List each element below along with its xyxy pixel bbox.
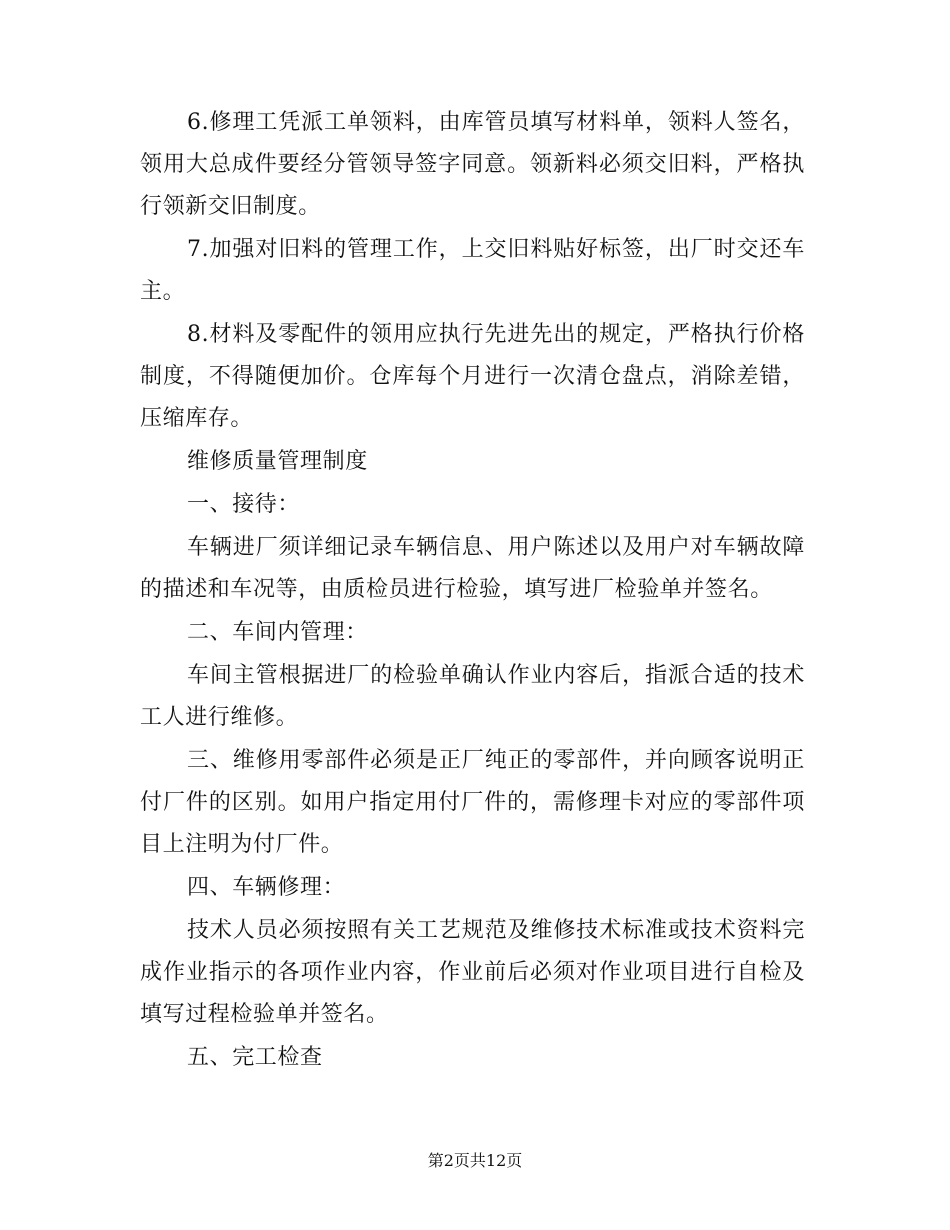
document-page: [140, 0, 805, 1230]
section-title: 维修质量管理制度: [187, 449, 368, 474]
section-heading-workshop: 二、车间内管理：: [187, 620, 368, 645]
paragraph-workshop: 车间主管根据进厂的检验单确认作业内容后，指派合适的技术工人进行维修。: [140, 663, 805, 730]
document-body: [140, 102, 805, 1080]
paragraph-parts: 三、维修用零部件必须是正厂纯正的零部件，并向顾客说明正付厂件的区别。如用户指定用付厂件的，需修理卡对应的零部件项目上注明为付厂件。: [140, 748, 805, 857]
paragraph-item-7: 7.加强对旧料的管理工作，上交旧料贴好标签，出厂时交还车主。: [140, 237, 805, 304]
section-heading-reception: 一、接待：: [187, 492, 301, 517]
section-heading-final-inspection: 五、完工检查: [187, 1045, 323, 1070]
paragraph-repair: 技术人员必须按照有关工艺规范及维修技术标准或技术资料完成作业指示的各项作业内容，作业前后必须对作业项目进行自检及填写过程检验单并签名。: [140, 918, 805, 1027]
paragraph-item-6: 6.修理工凭派工单领料，由库管员填写材料单，领料人签名，领用大总成件要经分管领导签字同意。领新料必须交旧料，严格执行领新交旧制度。: [140, 110, 805, 219]
section-heading-repair: 四、车辆修理：: [187, 875, 346, 900]
paragraph-reception: 车辆进厂须详细记录车辆信息、用户陈述以及用户对车辆故障的描述和车况等，由质检员进行检验，填写进厂检验单并签名。: [140, 535, 805, 602]
paragraph-item-8: 8.材料及零配件的领用应执行先进先出的规定，严格执行价格制度，不得随便加价。仓库每个月进行一次清仓盘点，消除差错，压缩库存。: [140, 322, 805, 431]
page-number-footer: 第2页共12页: [427, 1151, 523, 1170]
